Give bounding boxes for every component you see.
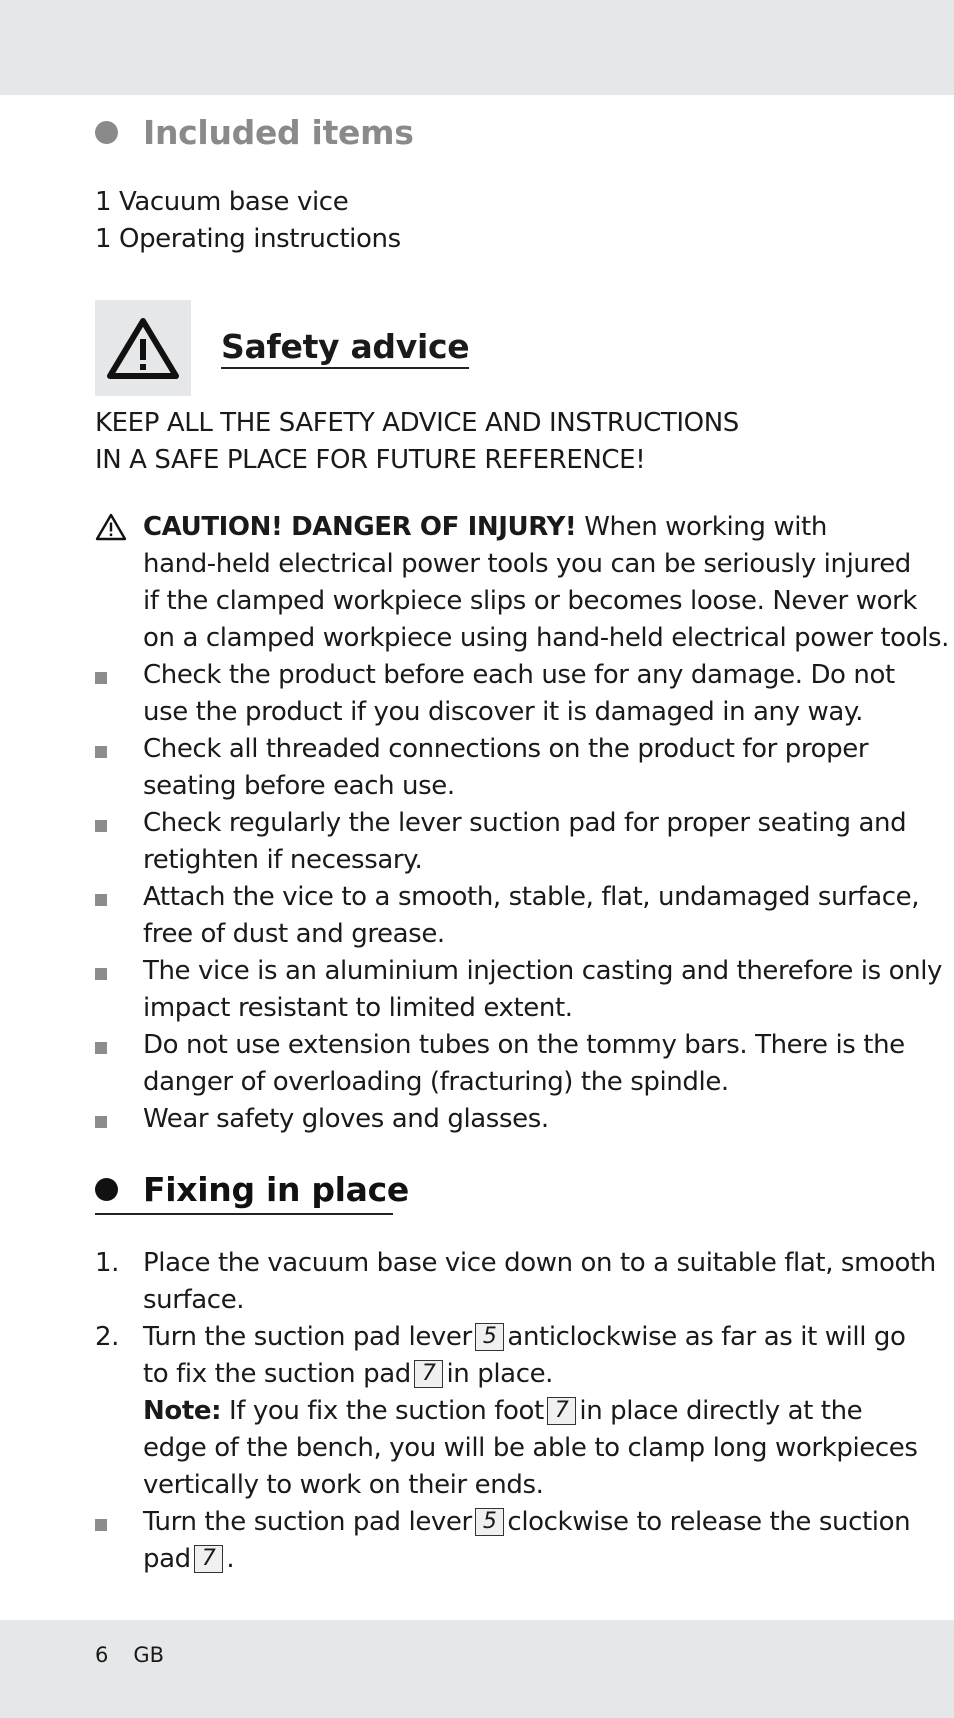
page-content [95, 95, 950, 1578]
note-line [143, 1393, 918, 1430]
fixing-steps [95, 1245, 936, 1578]
heading-underline [95, 1213, 393, 1215]
part-reference: 7 [194, 1545, 224, 1573]
caution-triangle-icon [95, 513, 127, 541]
black-bullet-dot-icon [95, 1178, 118, 1201]
bullet-line: impact resistant to limited extent. [143, 993, 573, 1023]
bullet-text: pad [143, 1544, 191, 1574]
part-reference: 7 [414, 1360, 444, 1388]
included-items-heading [95, 113, 865, 152]
step-line [143, 1356, 918, 1393]
caution-label: CAUTION! DANGER OF INJURY! [143, 512, 577, 542]
included-items-list [95, 184, 865, 258]
step-number: 2. [95, 1322, 120, 1352]
square-bullet-icon [95, 820, 107, 832]
bullet-line [143, 1541, 910, 1578]
fixing-in-place-heading [95, 1170, 865, 1215]
step-text: in place. [446, 1359, 554, 1389]
square-bullet-icon [95, 672, 107, 684]
square-bullet-icon [95, 968, 107, 980]
bullet-line: free of dust and grease. [143, 919, 445, 949]
bullet-line: Check the product before each use for any damage. Do not [143, 660, 895, 690]
safety-bullet-item [95, 1027, 905, 1101]
top-band [0, 0, 954, 95]
note-line: vertically to work on their ends. [143, 1470, 544, 1500]
square-bullet-icon [95, 894, 107, 906]
warning-box [95, 300, 191, 396]
caution-line [143, 509, 949, 546]
keep-instructions-notice [95, 405, 865, 479]
caution-line: hand-held electrical power tools you can be seriously injured [143, 549, 911, 579]
note-line: edge of the bench, you will be able to clamp long workpieces [143, 1433, 918, 1463]
caution-marker [95, 509, 143, 657]
step-item [95, 1245, 936, 1319]
caution-text [143, 509, 949, 657]
safety-advice-title: Safety advice [221, 327, 469, 369]
note-text: If you fix the suction foot [221, 1396, 544, 1426]
safety-advice-heading [95, 300, 865, 396]
square-bullet-icon [95, 746, 107, 758]
caution-first-line: When working with [576, 512, 827, 542]
caution-line: if the clamped workpiece slips or becomes loose. Never work [143, 586, 918, 616]
bullet-line: Check all threaded connections on the product for proper [143, 734, 869, 764]
safety-bullet-item [95, 657, 895, 731]
included-item: 1 Vacuum base vice [95, 187, 349, 217]
page-footer [95, 1643, 164, 1667]
safety-list [95, 509, 950, 1138]
language-code: GB [133, 1643, 165, 1667]
bullet-line: seating before each use. [143, 771, 455, 801]
step-number: 1. [95, 1248, 120, 1278]
bullet-line: danger of overloading (fracturing) the spindle. [143, 1067, 729, 1097]
fixing-in-place-title: Fixing in place [143, 1170, 409, 1209]
step-text: anticlockwise as far as it will go [507, 1322, 906, 1352]
step-text: to fix the suction pad [143, 1359, 411, 1389]
note-text: in place directly at the [579, 1396, 863, 1426]
page-number: 6 [95, 1643, 109, 1667]
part-reference: 7 [547, 1397, 577, 1425]
step-line: Place the vacuum base vice down on to a suitable flat, smooth [143, 1248, 936, 1278]
bullet-line: Attach the vice to a smooth, stable, flat, undamaged surface, [143, 882, 920, 912]
warning-triangle-icon [106, 316, 180, 380]
included-item: 1 Operating instructions [95, 224, 401, 254]
safety-bullet-item [95, 879, 920, 953]
safety-bullet-item [95, 805, 907, 879]
bullet-line: use the product if you discover it is damaged in any way. [143, 697, 864, 727]
bottom-band [0, 1620, 954, 1718]
notice-line: IN A SAFE PLACE FOR FUTURE REFERENCE! [95, 445, 646, 475]
square-bullet-icon [95, 1519, 107, 1531]
bullet-line [143, 1504, 910, 1541]
part-reference: 5 [475, 1508, 505, 1536]
bullet-line: The vice is an aluminium injection casting and therefore is only [143, 956, 943, 986]
fixing-bullet-item [95, 1504, 911, 1578]
step-text: Turn the suction pad lever [143, 1322, 472, 1352]
part-reference: 5 [475, 1323, 505, 1351]
bullet-line: Check regularly the lever suction pad for proper seating and [143, 808, 907, 838]
bullet-text: . [226, 1544, 235, 1574]
square-bullet-icon [95, 1042, 107, 1054]
safety-bullet-item [95, 731, 869, 805]
notice-line: KEEP ALL THE SAFETY ADVICE AND INSTRUCTIONS [95, 408, 739, 438]
note-label: Note: [143, 1396, 222, 1426]
bullet-line: Wear safety gloves and glasses. [143, 1104, 549, 1134]
square-bullet-icon [95, 1116, 107, 1128]
caution-item [95, 509, 950, 657]
bullet-text: clockwise to release the suction [507, 1507, 911, 1537]
safety-bullet-item [95, 1101, 865, 1138]
safety-bullet-item [95, 953, 943, 1027]
included-items-title: Included items [143, 113, 414, 152]
step-item [95, 1319, 918, 1504]
bullet-line: Do not use extension tubes on the tommy bars. There is the [143, 1030, 905, 1060]
step-line: surface. [143, 1285, 245, 1315]
bullet-line: retighten if necessary. [143, 845, 423, 875]
grey-bullet-dot-icon [95, 121, 118, 144]
bullet-text: Turn the suction pad lever [143, 1507, 472, 1537]
step-line [143, 1319, 918, 1356]
caution-line: on a clamped workpiece using hand-held electrical power tools. [143, 623, 950, 653]
